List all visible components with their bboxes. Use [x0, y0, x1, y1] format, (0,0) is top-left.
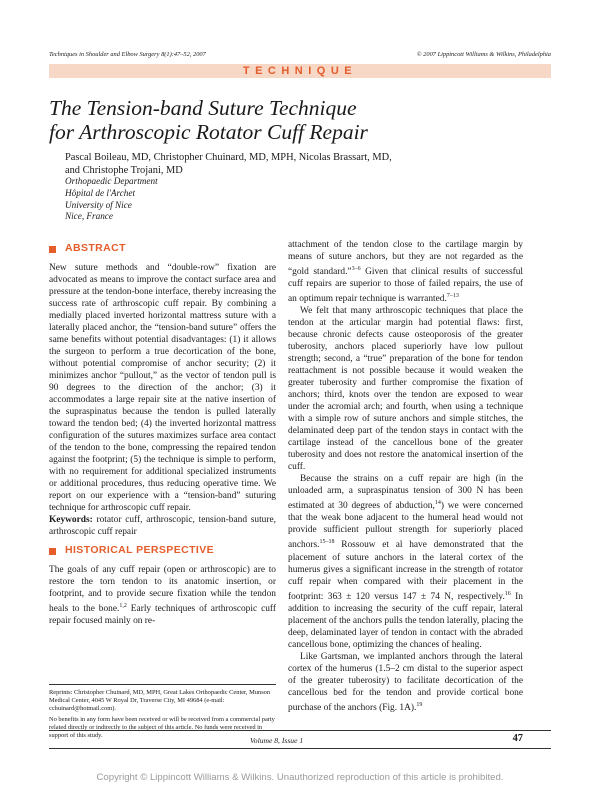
title-line-1: The Tension-band Suture Technique [49, 96, 357, 120]
running-header [49, 51, 551, 58]
footnotes [49, 684, 276, 742]
citation[interactable]: 14 [434, 500, 441, 507]
benefits-note: No benefits in any form have been received or will be received from a commercial party related directly or indirectly to the subject of this article. No funds were received in support of this study. [49, 715, 275, 740]
p1-text-b: Given that clinical results of successful cuff repairs are superior to those of failed repairs, the use of an optimum repair technique is warranted. [288, 267, 524, 305]
authors-line-2: and Christophe Trojani, MD [65, 164, 183, 176]
footer-rule [49, 730, 551, 731]
affiliation-line: Hôpital de l'Archet [65, 187, 136, 198]
historical-text-a: The goals of any cuff repair (open or arthroscopic) are to restore the torn tendon to its anatomic insertion, or footprint, and to provide secure fixation while the tendon heals to the bone. [49, 565, 276, 615]
citation[interactable]: 7–13 [446, 293, 459, 300]
affiliation [65, 176, 158, 223]
citation[interactable]: 3–6 [351, 266, 361, 272]
abstract-heading: ABSTRACT [49, 242, 276, 256]
copyright-header: © 2007 Lippincott Williams & Wilkins, Philadelphia [416, 51, 551, 58]
p3-text-c: Rossouw et al have demonstrated that the placement of suture anchors in the lateral cortex of the humerus gives a significant increase in the strength of rotator cuff repair when compared with their placement in the footprint: 363 ± 120 versus 147 ± 74 N, respectively. [288, 540, 523, 602]
page-number: 47 [512, 733, 523, 744]
copyright-notice: Copyright © Lippincott Williams & Wilkins. Unauthorized reproduction of this article is prohibited. [96, 772, 504, 783]
affiliation-line: Orthopaedic Department [65, 176, 158, 186]
author-list [65, 152, 545, 177]
volume-issue: Volume 8, Issue 1 [250, 736, 304, 745]
keywords [49, 514, 276, 538]
p3-text-b: ) we were concerned that the weak bone adjacent to the humeral head would not provide sufficient pullout strength for superiorly placed anchors. [288, 501, 523, 551]
keywords-text: rotator cuff, arthroscopic, tension-band suture, arthroscopic cuff repair [49, 515, 277, 537]
historical-text-b: Early techniques of arthroscopic cuff repair focused mainly on re- [49, 604, 276, 627]
paragraph-2: We felt that many arthroscopic techniques that place the tendon at the articular margin had potential flaws: first, because chronic defects cause osteoporosis of the greater tuberosity, anchors placed superiorly have low pullout strength; second, a “true” preparation of the bone for tendon reattachment is not possible because it would weaken the greater tuberosity and further compromise the fixation of anchors; third, knots over the tendon are exposed to wear under the acromial arch; and fourth, when using a technique with a simple row of suture anchors and simple stitches, the delaminated deep part of the tendon stays in contact with the cartilage instead of the cancellous bone of the greater tuberosity and does not restore the anatomical insertion of the cuff. [288, 306, 523, 473]
left-column [49, 239, 276, 627]
affiliation-line: Nice, France [65, 211, 113, 222]
section-label: TECHNIQUE [242, 65, 358, 77]
abstract-text: New suture methods and “double-row” fixation are advocated as means to improve the contact surface area and pressure at the tendon-bone interface, thereby increasing the success rate of arthroscopic cuff repair. By combining a medially placed inverted horizontal mattress suture with a laterally placed anchor, the “tension-band suture” offers the same benefits without potential disadvantages: (1) it allows the surgeon to perform a true decortication of the bone, without potential compromise of anchor security; (2) it minimizes anchor “pullout,” as the vector of tendon pull is 90 degrees to the direction of the anchor; (3) it accommodates a large repair site at the native insertion of the supraspinatus because the tendon is pulled laterally toward the tendon bed; (4) the inverted horizontal mattress configuration of the sutures maximizes surface area contact of the tendon to the bone, compressing the repaired tendon against the footprint; (5) the technique is simple to perform, with no requirement for additional specialized instruments or additional procedures, thus reducing operative time. We report on our experience with a “tension-band” suturing technique for arthroscopic cuff repair. [49, 263, 276, 513]
historical-heading: HISTORICAL PERSPECTIVE [49, 544, 276, 558]
citation[interactable]: 15–18 [319, 539, 335, 546]
reprints-note: Reprints: Christopher Chuinard, MD, MPH, Great Lakes Orthopaedic Center, Munson Medical Center, 4045 W Royal Dr, Traverse City, MI 49684 (e-mail: cchuinard@hotmail.com). [49, 689, 271, 713]
journal-citation: Techniques in Shoulder and Elbow Surgery 8(1):47–52, 2007 [49, 51, 206, 58]
affiliation-line: University of Nice [65, 199, 132, 210]
citation[interactable]: 1,2 [119, 603, 127, 609]
citation[interactable]: 16 [504, 590, 511, 597]
p4-text-a: Like Gartsman, we implanted anchors through the lateral cortex of the humerus (1.5–2 cm distal to the superior aspect of the greater tuberosity) to facilitate decortication of the cancellous bed for the tendon and provide cortical bone purchase of the anchors (Fig. 1A). [288, 651, 523, 713]
historical-text [49, 564, 276, 627]
title-line-2: for Arthroscopic Rotator Cuff Repair [49, 120, 368, 144]
p3-text-d: In addition to increasing the security of the cuff repair, lateral placement of the anchors pulls the tendon laterally, placing the deep, delaminated layer of tendon in contact with the abraded cancellous bone, optimizing the chances of healing. [288, 591, 523, 650]
p1-text-a: attachment of the tendon close to the cartilage margin by means of suture anchors, but they are not regarded as the “gold standard.” [288, 240, 523, 278]
footer-rule-bottom [49, 748, 551, 749]
citation[interactable]: 19 [416, 701, 423, 708]
section-banner [49, 64, 551, 78]
p3-text-a: Because the strains on a cuff repair are high (in the unloaded arm, a supraspinatus tension of 300 N has been estimated at 30 degrees of abduction, [288, 474, 523, 512]
paragraph-4 [288, 651, 523, 714]
article-title [49, 96, 569, 144]
right-column [288, 239, 523, 714]
keywords-label: Keywords: [49, 515, 93, 525]
authors-line-1: Pascal Boileau, MD, Christopher Chuinard, MD, MPH, Nicolas Brassart, MD, [65, 152, 392, 163]
paragraph-1 [288, 239, 523, 305]
paragraph-3 [288, 473, 523, 650]
